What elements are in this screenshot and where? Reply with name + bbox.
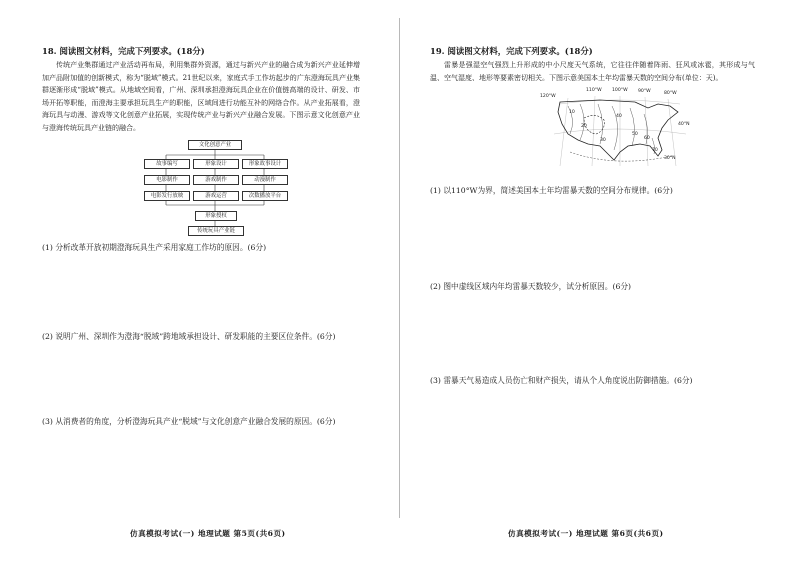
question-19-part-1: (1) 以110°W为界，简述美国本土年均雷暴天数的空间分布规律。(6分) [430, 186, 673, 195]
question-19-material: 雷暴是强湿空气强烈上升形成的中小尺度天气系统，它往往伴随着阵雨、狂风或冰雹，其形成与气温、空气湿度、地形等要素密切相关。下图示意美国本土年均雷暴天数的空间分布(单位：天)。 [430, 61, 755, 82]
box-film-distribution: 电影发行放映 [144, 191, 190, 201]
box-image-licensing: 形象授权 [195, 211, 237, 221]
question-19-part-3: (3) 雷暴天气易造成人员伤亡和财产损失，请从个人角度说出防御措施。(6分) [430, 376, 693, 385]
lon-label-110w: 110°W [586, 88, 602, 93]
question-18-part-3: (3) 从消费者的角度，分析澄海玩具产业“脱域”与文化创意产业融合发展的原因。(6分) [42, 417, 336, 426]
question-18-part-1: (1) 分析改革开放初期澄海玩具生产采用家庭工作坊的原因。(6分) [42, 243, 267, 252]
question-18-heading: 18. 阅读图文材料，完成下列要求。(18分) [42, 46, 205, 56]
box-traditional-toy-chain: 传统玩具产业链 [188, 226, 244, 236]
lon-label-120w: 120°W [540, 94, 556, 99]
lon-label-90w: 90°W [638, 89, 651, 94]
box-story-writing: 故事编写 [144, 159, 190, 169]
contour-label-50: 50 [632, 132, 638, 137]
box-broadcast-platform: 次数播放平台 [242, 191, 288, 201]
box-cultural-creative-industry: 文化创意产业 [188, 140, 242, 150]
question-18-part-2: (2) 说明广州、深圳作为澄海“脱域”跨地域承担设计、研发职能的主要区位条件。(6分) [42, 332, 336, 341]
box-film-production: 电影制作 [144, 175, 190, 185]
contour-label-40: 40 [616, 114, 622, 119]
box-image-design: 形象设计 [193, 159, 239, 169]
contour-label-70: 70 [652, 148, 658, 153]
box-image-story-design: 形象故事设计 [242, 159, 288, 169]
exam-page-6 [400, 0, 800, 566]
question-19-part-2: (2) 图中虚线区域内年均雷暴天数较少，试分析原因。(6分) [430, 282, 632, 291]
box-game-operation: 游戏运营 [193, 191, 239, 201]
contour-label-20: 20 [581, 124, 587, 129]
contour-label-10: 10 [569, 110, 575, 115]
contour-label-30: 30 [600, 138, 606, 143]
diagram-connectors [140, 139, 290, 239]
lat-label-30n: 30°N [664, 156, 676, 161]
question-18-material: 传统产业集群通过产业活动再布局，利用集群外资源，通过与新兴产业的融合成为新兴产业延伸增加产品附加值的创新模式，称为“脱域”模式。21世纪以来，家庭式手工作坊起步的广东澄海玩具产业集群逐渐形成“脱域”模式。从地域空间看，广州、深圳承担澄海玩具企业在价值链高端的设计、研发、市场开拓等职能，而澄海主要承担玩具生产的职能，区域间进行功能互补的网络合作。从产业拓展看，澄海玩具与动漫、游戏等文化创意产业拓展，实现传统产业与新兴产业融合发展。下图示意文化创意产业与澄海传统玩具产业链的融合。 [42, 61, 360, 132]
page-5-footer: 仿真模拟考试(一) 地理试题 第5页(共6页) [130, 529, 286, 538]
contour-label-60: 60 [644, 136, 650, 141]
lon-label-100w: 100°W [612, 88, 628, 93]
box-game-production: 游戏制作 [193, 175, 239, 185]
industry-chain-diagram [140, 139, 290, 239]
lon-label-80w: 80°W [664, 91, 677, 96]
question-19-heading: 19. 阅读图文材料，完成下列要求。(18分) [430, 46, 593, 56]
box-animation-production: 动漫制作 [242, 175, 288, 185]
us-thunderstorm-days-map [540, 88, 690, 170]
page-6-footer: 仿真模拟考试(一) 地理试题 第6页(共6页) [508, 529, 664, 538]
lat-label-40n: 40°N [678, 122, 690, 127]
